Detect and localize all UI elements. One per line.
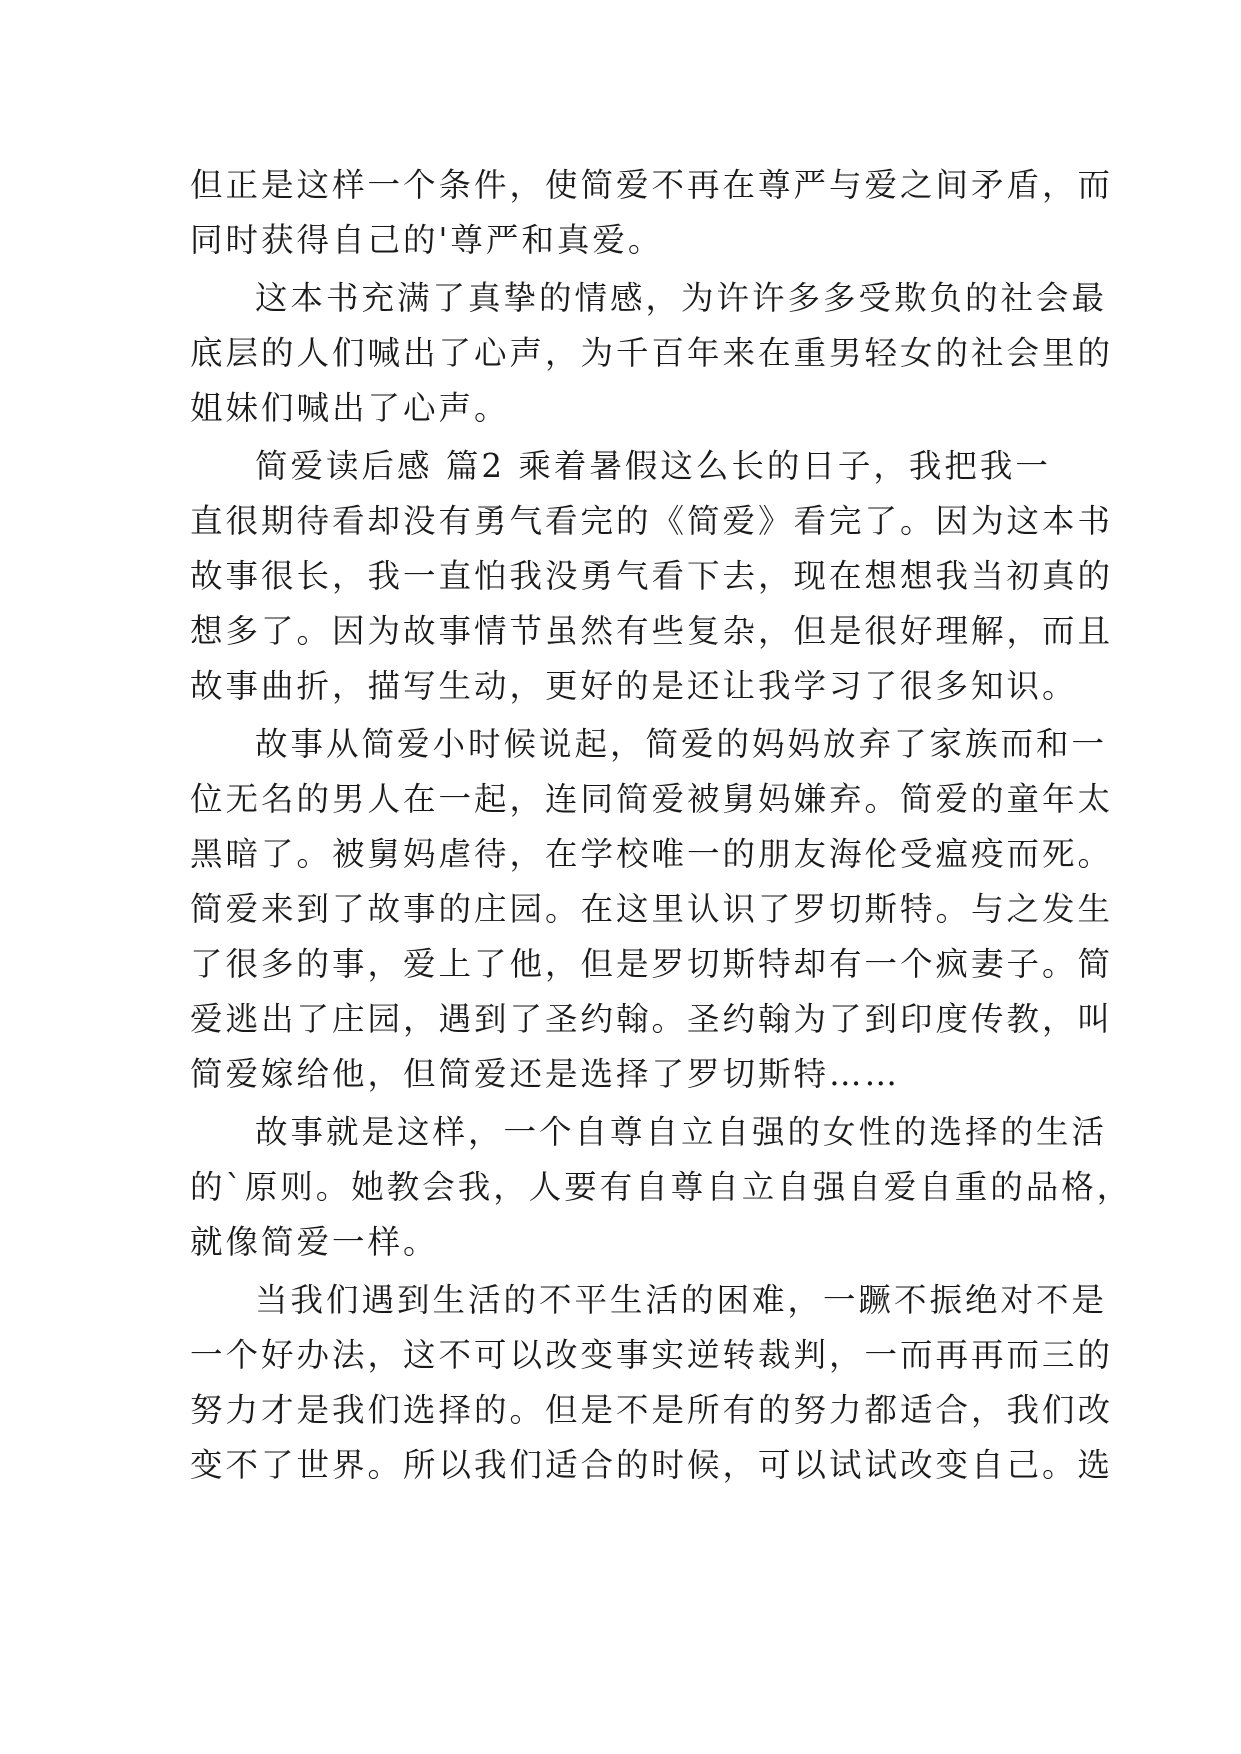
text-line: 就像简爱一样。 <box>190 1223 439 1261</box>
text-line: 变不了世界。所以我们适合的时候，可以试试改变自己。选 <box>190 1446 1114 1484</box>
text-line: 爱逃出了庄园，遇到了圣约翰。圣约翰为了到印度传教，叫 <box>190 1000 1114 1038</box>
text-line: 故事就是这样，一个自尊自立自强的女性的选择的生活 <box>255 1113 1108 1151</box>
text-line: 当我们遇到生活的不平生活的困难，一蹶不振绝对不是 <box>255 1281 1108 1319</box>
text-line: 但正是这样一个条件，使简爱不再在尊严与爱之间矛盾，而 <box>190 166 1114 204</box>
text-line: 了很多的事，爱上了他，但是罗切斯特却有一个疯妻子。简 <box>190 945 1114 983</box>
text-line: 想多了。因为故事情节虽然有些复杂，但是很好理解，而且 <box>190 612 1114 650</box>
text-line: 同时获得自己的'尊严和真爱。 <box>190 221 664 259</box>
text-line: 黑暗了。被舅妈虐待，在学校唯一的朋友海伦受瘟疫而死。 <box>190 835 1114 873</box>
text-line: 直很期待看却没有勇气看完的《简爱》看完了。因为这本书 <box>190 502 1114 540</box>
text-line: 底层的人们喊出了心声，为千百年来在重男轻女的社会里的 <box>190 334 1114 372</box>
text-line: 位无名的男人在一起，连同简爱被舅妈嫌弃。简爱的童年太 <box>190 780 1114 818</box>
text-line: 努力才是我们选择的。但是不是所有的努力都适合，我们改 <box>190 1391 1114 1429</box>
section-heading-line: 简爱读后感 篇2 乘着暑假这么长的日子，我把我一 <box>255 447 1051 485</box>
text-line: 一个好办法，这不可以改变事实逆转裁判，一而再再而三的 <box>190 1336 1114 1374</box>
text-line: 故事曲折，描写生动，更好的是还让我学习了很多知识。 <box>190 667 1078 705</box>
text-line: 的`原则。她教会我，人要有自尊自立自强自爱自重的品格， <box>190 1168 1133 1206</box>
text-line: 这本书充满了真挚的情感，为许许多多受欺负的社会最 <box>255 279 1108 317</box>
text-line: 姐妹们喊出了心声。 <box>190 389 510 427</box>
text-line: 简爱嫁给他，但简爱还是选择了罗切斯特…… <box>190 1055 901 1093</box>
text-line: 故事从简爱小时候说起，简爱的妈妈放弃了家族而和一 <box>255 725 1108 763</box>
text-line: 简爱来到了故事的庄园。在这里认识了罗切斯特。与之发生 <box>190 890 1114 928</box>
text-line: 故事很长，我一直怕我没勇气看下去，现在想想我当初真的 <box>190 557 1114 595</box>
